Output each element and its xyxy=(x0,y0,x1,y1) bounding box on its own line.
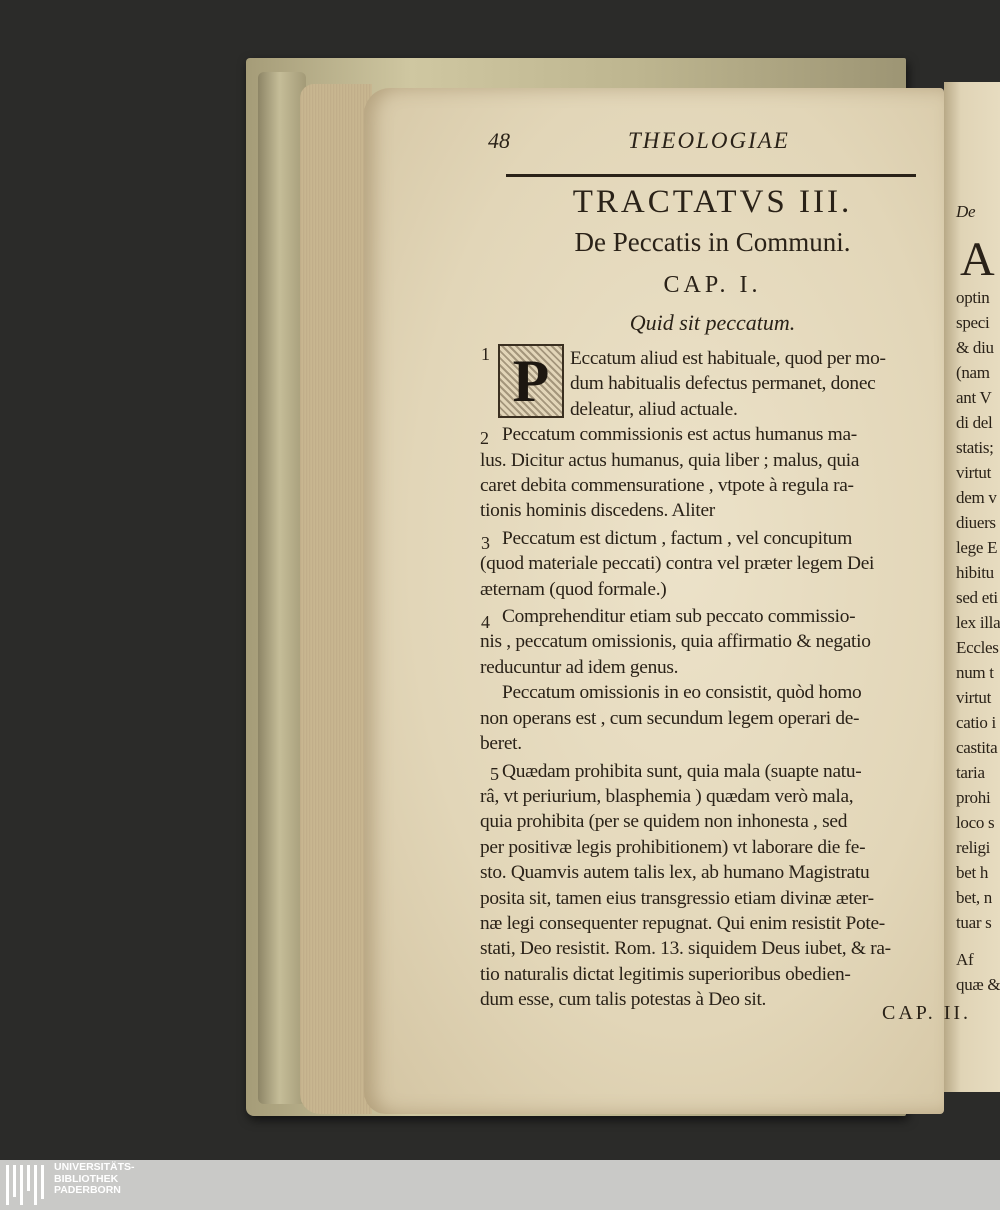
right-page-line: virtut xyxy=(956,463,992,482)
text-line: stati, Deo resistit. Rom. 13. siquidem Deus iubet, & ra- xyxy=(480,938,891,960)
right-page-line: prohi xyxy=(956,788,991,807)
right-page-line: (nam xyxy=(956,363,990,382)
text-line: Peccatum commissionis est actus humanus ma- xyxy=(502,424,857,446)
dropcap-letter: P xyxy=(500,346,562,416)
page-header xyxy=(488,128,918,160)
text-line: sto. Quamvis autem talis lex, ab humano Magistratu xyxy=(480,862,870,884)
treatise-subtitle: De Peccatis in Communi. xyxy=(574,227,851,257)
page-body xyxy=(480,180,945,1013)
right-page-line: religi xyxy=(956,838,991,857)
right-page-dropcap: A xyxy=(960,233,995,286)
text-line: per positivæ legis prohibitionem) vt laborare die fe- xyxy=(480,836,866,858)
right-page-line: taria xyxy=(956,763,985,782)
text-line: dum esse, cum talis potestas à Deo sit. xyxy=(480,989,767,1011)
text-line: caret debita commensuratione , vtpote à regula ra- xyxy=(480,475,854,497)
paragraph-5 xyxy=(480,759,945,1013)
right-page-line: lex illa xyxy=(956,613,1000,632)
text-line: Eccatum aliud est habituale, quod per mo- xyxy=(570,348,886,369)
text-line: deleatur, aliud actuale. xyxy=(570,398,738,420)
paragraph-3 xyxy=(480,526,945,602)
right-page-line: castita xyxy=(956,738,998,757)
paragraph-2 xyxy=(480,422,945,524)
library-footer xyxy=(0,1160,1000,1210)
book-spine-fold xyxy=(258,72,306,1104)
text-line: râ, vt periurium, blasphemia ) quædam verò mala, xyxy=(480,785,854,807)
page-number: 48 xyxy=(488,128,510,153)
library-name-line: PADERBORN xyxy=(54,1184,121,1196)
right-page-line: lege E xyxy=(956,538,998,557)
paragraph-number: 3 xyxy=(481,533,490,553)
right-page-line: catio i xyxy=(956,713,996,732)
text-line: Quædam prohibita sunt, quia mala (suapte natu- xyxy=(502,760,862,782)
catchword: CAP. II. xyxy=(882,1002,972,1024)
right-page-line: num t xyxy=(956,663,994,682)
text-line: Comprehenditur etiam sub peccato commissio- xyxy=(502,606,856,628)
right-page-line: bet h xyxy=(956,863,989,882)
right-page-line: statis; xyxy=(956,438,994,457)
text-line: tio naturalis dictat legitimis superioribus obedien- xyxy=(480,963,851,985)
text-line: posita sit, tamen eius transgressio etiam divinæ æter- xyxy=(480,887,874,909)
right-page-line: quæ & xyxy=(956,975,1000,994)
paragraph-number: 1 xyxy=(481,344,490,364)
text-line: næ legi consequenter repugnat. Qui enim resistit Pote- xyxy=(480,912,885,934)
chapter-question: Quid sit peccatum. xyxy=(629,310,796,335)
chapter-heading: CAP. I. xyxy=(663,272,762,298)
text-line: reducuntur ad idem genus. xyxy=(480,656,679,678)
library-name-line: BIBLIOTHEK xyxy=(54,1172,119,1185)
right-page-line: tuar s xyxy=(956,913,992,932)
header-rule xyxy=(506,174,916,177)
right-page-line: diuers xyxy=(956,513,996,532)
right-page-line: Eccles xyxy=(956,638,999,657)
text-line: quia prohibita (per se quidem non inhonesta , sed xyxy=(480,811,848,833)
right-page-line: optin xyxy=(956,288,990,307)
paragraph-number: 5 xyxy=(490,764,499,784)
right-page-line: sed eti xyxy=(956,588,998,607)
right-page-line: loco s xyxy=(956,813,995,832)
paragraph-number: 2 xyxy=(480,428,489,448)
right-page-line: & diu xyxy=(956,338,994,357)
text-line: tionis hominis discedens. Aliter xyxy=(480,500,715,522)
treatise-title: TRACTATVS III. xyxy=(572,184,853,220)
right-page-line: speci xyxy=(956,313,990,332)
text-line: beret. xyxy=(480,733,522,755)
text-line: lus. Dicitur actus humanus, quia liber ; malus, quia xyxy=(480,449,860,471)
text-line: non operans est , cum secundum legem operari de- xyxy=(480,707,860,729)
right-page-line: dem v xyxy=(956,488,997,507)
text-line: (quod materiale peccati) contra vel præter legem Dei xyxy=(480,553,875,575)
right-page-line: ant V xyxy=(956,388,992,407)
ornamental-dropcap xyxy=(498,344,564,418)
right-page-fragment xyxy=(944,82,1000,1092)
right-page-line: hibitu xyxy=(956,563,994,582)
library-logo-icon xyxy=(6,1165,48,1205)
right-page-line: virtut xyxy=(956,688,992,707)
right-page-line: di del xyxy=(956,413,993,432)
library-name xyxy=(54,1162,135,1197)
library-name-line: UNIVERSITÄTS- xyxy=(54,1161,135,1173)
running-head: THEOLOGIAE xyxy=(628,128,790,153)
text-line: dum habitualis defectus permanet, donec xyxy=(570,373,876,395)
right-page-heading: De xyxy=(956,202,976,221)
paragraph-4 xyxy=(480,604,945,756)
text-line: Peccatum est dictum , factum , vel concupitum xyxy=(502,527,852,549)
text-line: Peccatum omissionis in eo consistit, quòd homo xyxy=(502,682,862,704)
right-page-line: bet, n xyxy=(956,888,992,907)
text-line: nis , peccatum omissionis, quia affirmatio & negatio xyxy=(480,631,871,653)
page-edges xyxy=(300,84,372,1114)
text-line: æternam (quod formale.) xyxy=(480,578,667,600)
right-page-line: Af xyxy=(956,950,974,969)
paragraph-number: 4 xyxy=(481,612,490,632)
